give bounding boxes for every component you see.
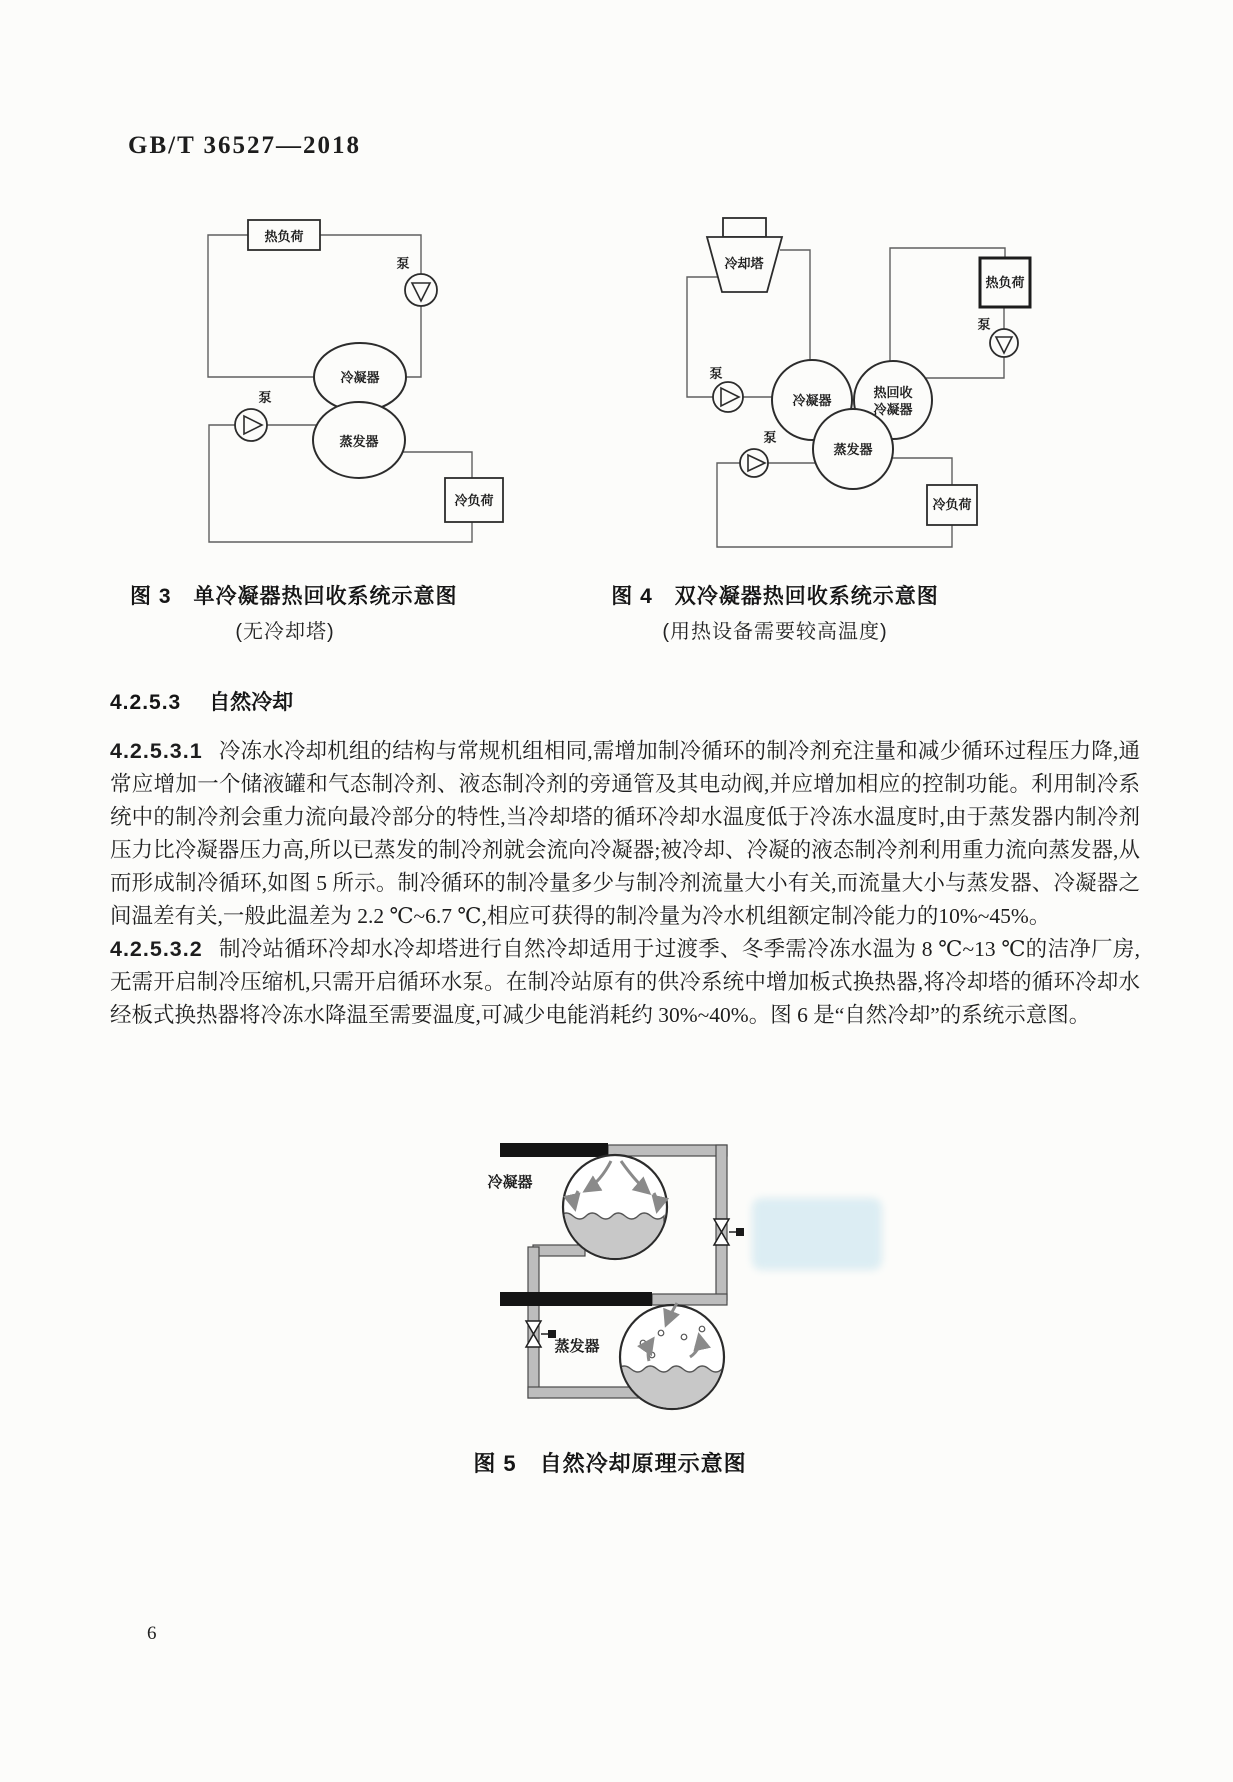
figure4-diagram — [610, 190, 1040, 565]
fig3-pump-left-label: 泵 — [258, 390, 272, 405]
fig4-pump-heat-load-label: 泵 — [977, 317, 991, 332]
clause-paragraph — [110, 735, 1140, 933]
section-number: 4.2.5.3 — [110, 691, 182, 714]
fig4-cold-load-label: 冷负荷 — [932, 497, 972, 512]
fig3-condenser-label: 冷凝器 — [340, 370, 380, 385]
fig3-pump-top-icon — [405, 274, 437, 306]
fig5-black-bar-top — [500, 1143, 608, 1157]
body-text — [110, 735, 1140, 1032]
section-title: 自然冷却 — [209, 691, 294, 714]
figure3-subcaption: (无冷却塔) — [235, 621, 335, 643]
fig3-evaporator-label: 蒸发器 — [339, 434, 379, 449]
fig4-pump-evaporator-label: 泵 — [763, 430, 777, 445]
fig4-condenser-label: 冷凝器 — [792, 393, 832, 408]
fig4-pump-condenser-label: 泵 — [709, 366, 723, 381]
fig4-cooling-tower-label: 冷却塔 — [724, 256, 764, 271]
fig3-cold-load-label: 冷负荷 — [454, 493, 494, 508]
figure5-diagram — [430, 1135, 850, 1425]
fig4-evaporator-label: 蒸发器 — [833, 442, 873, 457]
figure4-subcaption: (用热设备需要较高温度) — [662, 621, 888, 643]
fig5-black-bar-middle — [500, 1292, 652, 1306]
clause-number: 4.2.5.3.1 — [110, 739, 203, 763]
figure4-caption: 图 4 双冷凝器热回收系统示意图 — [611, 585, 939, 608]
clause-number: 4.2.5.3.2 — [110, 937, 203, 961]
standard-code: GB/T 36527—2018 — [128, 132, 362, 159]
page-number: 6 — [147, 1623, 157, 1644]
fig4-heat-recovery-condenser-label2: 冷凝器 — [873, 402, 913, 417]
fig4-cooling-tower — [707, 218, 782, 292]
fig5-evaporator-label: 蒸发器 — [554, 1338, 600, 1355]
fig4-pump-evaporator-icon — [740, 449, 768, 477]
section-heading — [110, 686, 293, 716]
clause-paragraph — [110, 933, 1140, 1032]
clause-text: 制冷站循环冷却水冷却塔进行自然冷却适用于过渡季、冬季需冷冻水温为 8 ℃~13 ℃的洁净厂房,无需开启制冷压缩机,只需开启循环水泵。在制冷站原有的供冷系统中增加板式换热器,将冷却塔的循环冷却水经板式换热器将冷冻水降温至需要温度,可减少电能消耗约 30%~40%。图 6 是“自然冷却”的系统示意图。 — [110, 937, 1140, 1027]
fig4-heat-load-label: 热负荷 — [985, 275, 1025, 290]
fig5-evaporator-liquid — [618, 1366, 722, 1411]
fig4-heat-recovery-condenser-label1: 热回收 — [873, 385, 913, 400]
figure3-diagram — [170, 185, 515, 550]
figure5-caption: 图 5 自然冷却原理示意图 — [473, 1451, 747, 1476]
fig5-condenser-label: 冷凝器 — [487, 1174, 533, 1191]
fig3-pump-top-label: 泵 — [396, 256, 410, 271]
clause-text: 冷冻水冷却机组的结构与常规机组相同,需增加制冷循环的制冷剂充注量和减少循环过程压力降,通常应增加一个储液罐和气态制冷剂、液态制冷剂的旁通管及其电动阀,并应增加相应的控制功能。利用制冷系统中的制冷剂会重力流向最冷部分的特性,当冷却塔的循环冷却水温度低于冷冻水温度时,由于蒸发器内制冷剂压力比冷凝器压力高,所以已蒸发的制冷剂就会流向冷凝器;被冷却、冷凝的液态制冷剂利用重力流向蒸发器,从而形成制冷循环,如图 5 所示。制冷循环的制冷量多少与制冷剂流量大小有关,而流量大小与蒸发器、冷凝器之间温差有关,一般此温差为 2.2 ℃~6.7 ℃,相应可获得的制冷量为冷水机组额定制冷能力的10%~45%。 — [110, 739, 1140, 928]
figure3-caption: 图 3 单冷凝器热回收系统示意图 — [130, 585, 458, 608]
fig4-pump-condenser-icon — [713, 382, 743, 412]
fig3-pump-left-icon — [235, 409, 267, 441]
fig3-heat-load-label: 热负荷 — [264, 229, 304, 244]
fig4-pump-heat-load-icon — [990, 329, 1018, 357]
